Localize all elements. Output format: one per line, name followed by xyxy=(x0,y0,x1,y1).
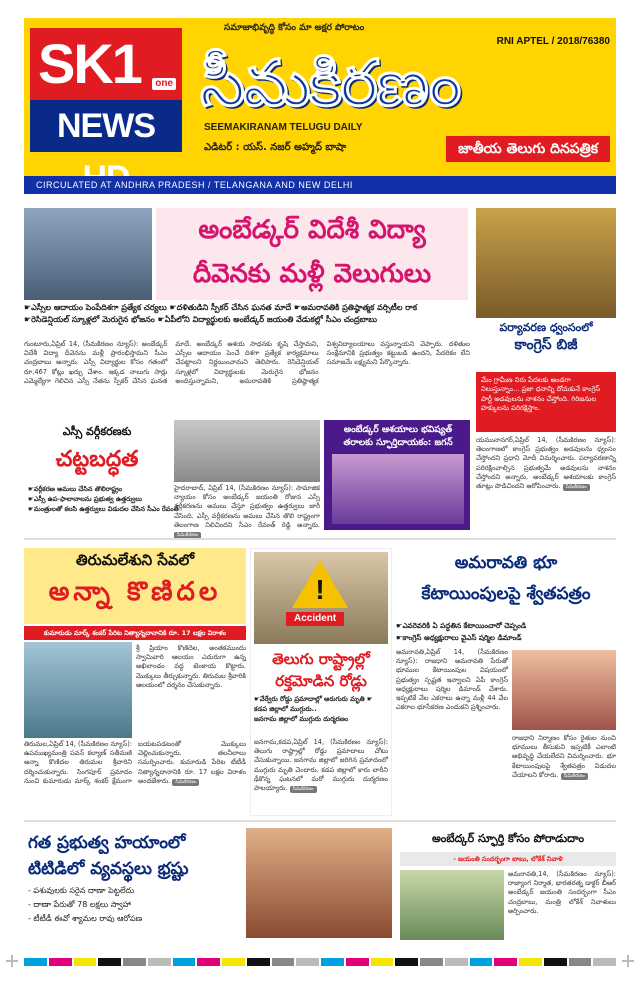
headline-sc-small: ఎస్సీ వర్గీకరణకు xyxy=(62,425,132,438)
headline-amaravati xyxy=(396,548,616,618)
color-swatch xyxy=(346,958,369,966)
headline-anna-konidela xyxy=(24,548,246,624)
bullet-line: జనగామ జిల్లాలో ముగ్గురు దుర్మరణం xyxy=(254,715,349,723)
color-swatch xyxy=(173,958,196,966)
story-photo-tribute xyxy=(400,870,504,940)
story-body-text: తిరుమల,ఏప్రిల్ 14, (సీమకిరణం న్యూస్): ఉపముఖ్యమంత్రి పవన్ కల్యాణ్ సతీమణి అన్నా కొణిదల తిరుమల శ్రీవారిని దర్శించుకున్నారు. సింగపూర్ ప్రమాదం నుంచి కుమారుడు మార్క్ శంకర్ క్షేమంగా బయటపడటంతో మొక్కులు చెల్లించుకున్నారు. తలనీలాలు సమర్పించారు. కుమారుడి పేరిట టీటీడీ నిత్యాన్నదానానికి రూ. 17 లక్షల విరాళం అందజేశారు. xyxy=(24,740,246,785)
story-photo-modi xyxy=(476,208,616,318)
rni-number: RNI APTEL / 2018/76380 xyxy=(496,36,610,47)
headline-line-2: కేటాయింపులపై శ్వేతపత్రం xyxy=(421,584,591,604)
bullet-line: ☛ఎవరెవరికి ఏ పద్ధతిన కేటాయించారో చెప్పండి xyxy=(396,621,527,630)
bullet-line: ☛ఎస్సీల ఆదాయం పెంపేదిశగా ప్రత్యేక చర్యలు ☛దళితుడిని స్పీకర్ చేసిన ఘనత మాదే ☛అమరావతికి ప్రతిష్ఠాత్మక వర్సిటీల రాక xyxy=(24,303,418,312)
color-swatch xyxy=(519,958,542,966)
headline-line-1: అంబేడ్కర్ విదేశీ విద్యా xyxy=(198,215,426,245)
subheadline: కుమారుడు మార్క్ శంకర్ పేరిట నిత్యాన్నదానానికి రూ. 17 లక్షల విరాళం xyxy=(24,626,246,640)
story-photo-tirumala xyxy=(24,642,132,738)
editor-line: ఎడిటర్ : యస్. నజర్ అహ్మద్ బాషా xyxy=(204,142,347,153)
headline-line-2: అన్నా కొణిదల xyxy=(48,577,222,607)
logo-one: one xyxy=(152,78,176,90)
headline-ambedkar-spurthi: అంబేద్కర్ స్ఫూర్తి కోసం పోరాడుదాం xyxy=(431,832,585,845)
color-swatch xyxy=(24,958,47,966)
color-swatch xyxy=(593,958,616,966)
story-body: శ్రీ ప్రియాం కొణిదెల, అంతకముందు స్వామివారి ఆలయం ఎదురుగా ఉన్న అఖిలాండం వద్ద టెంకాయ కొట్టారు. మొక్కులు తీర్చుకున్నారు. తిరుమల శ్రీవారికి ఆలయంలో దర్శనం చేసుకున్నారు. xyxy=(136,644,246,689)
color-swatch xyxy=(74,958,97,966)
headline-line-1: పర్యావరణ ధ్వంసంలో xyxy=(499,321,593,334)
story-photo-chandrababu xyxy=(24,208,152,300)
headline-ambedkar-videshi xyxy=(156,208,468,300)
newspaper-title: సీమకిరణం xyxy=(200,47,460,121)
story-body: అమరావతి,ఏప్రిల్ 14, (సీమకిరణం న్యూస్): రాజధాని అమరావతి పేరుతో భూముల కేటాయింపుల విషయంలో ప్రభుత్వం స్పష్టత ఇవ్వాలని ఏపీ కాంగ్రెస్ అధ్యక్షురాలు షర్మిల డిమాండ్ చేశారు. ఇప్పటికే వేల ఎకరాలు ఉన్నా మళ్లీ 44 వేల ఎకరాల భూసేకరణ ఎందుకని ప్రశ్నించారు. xyxy=(396,648,508,712)
masthead xyxy=(24,18,616,176)
story-body xyxy=(24,740,246,812)
color-swatch xyxy=(445,958,468,966)
story-photo-jagan xyxy=(332,454,464,524)
newspaper-title-english: SEEMAKIRANAM TELUGU DAILY xyxy=(204,122,363,133)
color-swatch xyxy=(148,958,171,966)
headline-line-2: టిటిడిలో వ్యవస్థలు భ్రష్టు xyxy=(28,859,189,879)
bullet-line: ☛వేర్వేరు రోడ్డు ప్రమాదాల్లో ఆరుగురు మృతి ☛ కడప జిల్లాలో ముగ్గురు.. xyxy=(254,695,373,713)
color-swatch xyxy=(98,958,121,966)
byline-badge: సీమకిరణం xyxy=(290,786,317,793)
story-bullets xyxy=(254,694,388,724)
story-body xyxy=(512,734,616,814)
story-bullets xyxy=(396,620,616,644)
circulation-strip: CIRCULATED AT ANDHRA PRADESH / TELANGANA AND NEW DELHI xyxy=(24,176,616,194)
story-body xyxy=(174,484,320,539)
bullet-line: ☛వర్గీకరణ అమలు చేసిన తొలిరాష్ట్రం xyxy=(28,485,123,493)
bullet-line: ☛మంత్రులతో కలసి ఉత్తర్వులు విడుదల చేసిన సీఎం రేవంత్ xyxy=(28,505,179,513)
logo-news-hd: NEWS xyxy=(30,100,182,152)
subheadline: - జయంతి సందర్భంగా బాబు, లోకేశ్ నివాళి xyxy=(400,852,616,866)
tagline: సమాజాభివృద్ధి కోసం మా అక్షర పోరాటం xyxy=(224,23,365,33)
highlight-quote: మేం గ్రామీణ నిరు పేదలకు అండగా నిలుస్తున్నాం... ప్రజా ధనాన్ని దోచుకునే కాంగ్రెస్ పార్టీ అడవులను నాశనం చేస్తోంది. గిరిజనుల హక్కులను పరిరక్షిస్తాం. xyxy=(476,372,616,432)
byline-badge: సీమకిరణం xyxy=(172,779,199,786)
headline-line-1: తిరుమలేశుని సేవలో xyxy=(75,551,195,569)
sk1-news-logo xyxy=(30,28,182,152)
byline-badge: సీమకిరణం xyxy=(561,773,588,780)
byline-badge: సీమకిరణం xyxy=(563,484,590,491)
point-item: - దాణా పేరుతో 78 లక్షలు స్వాహా xyxy=(28,900,131,909)
story-body xyxy=(254,738,388,814)
color-swatch xyxy=(395,958,418,966)
headline-ttd-governance xyxy=(28,830,242,882)
bullet-line: ☛కాంగ్రెస్ అధ్యక్షురాలు వైఎస్ షర్మిల డిమాండ్ xyxy=(396,633,522,642)
story-body-text: హైదరాబాద్, ఏప్రిల్ 14, (సీమకిరణం న్యూస్): సామాజిక న్యాయం కోసం అంబేడ్కర్ జయంతి రోజున ఎస్సీ వర్గీకరణను అమలు చేస్తూ ప్రభుత్వం ఉత్తర్వులు జారీ చేసింది. ఎస్సీ వర్గీకరణను అమలు చేసిన తొలి రాష్ట్రంగా తెలంగాణ నిలిచిందని సీఎం రేవంత్ రెడ్డి అన్నారు. xyxy=(174,484,320,529)
story-body: గుంటూరు,ఏప్రిల్ 14, (సీమకిరణం న్యూస్): అంబేడ్కర్ విదేశీ విద్యా దీవెనను మళ్లీ ప్రారంభిస్తామని సీఎం చంద్రబాబు అన్నారు. ఎస్సీ విద్యార్థుల కోసం గతంలో రూ.467 కోట్లు ఖర్చు చేశాం. ఇక్కడ నాలుగు సార్లు ఎమ్మెల్యేగా గెలిచిన ఎస్సీ నేతను స్పీకర్ చేసిన ఘనత మాదే. అంబేడ్కర్ ఆశయ సాధనకు కృషి చేస్తామని, ఎస్సీల ఆదాయం పెంచే దిశగా ప్రత్యేక కార్యక్రమాలు చేపట్టాలని నిర్ణయించామని తెలిపారు. రెసిడెన్షియల్ స్కూళ్లలో విద్యార్థులకు మెరుగైన భోజనం అందిస్తున్నామని, అమరావతికి ప్రతిష్ఠాత్మక విశ్వవిద్యాలయాలు వస్తున్నాయని చెప్పారు. దళితుల సంక్షేమానికి ప్రభుత్వం కట్టుబడి ఉందని, పేదరికం లేని సమాజమే లక్ష్యమని పేర్కొన్నారు. xyxy=(24,340,470,385)
story-photo-eo xyxy=(246,828,392,938)
color-swatch xyxy=(321,958,344,966)
exclamation-icon: ! xyxy=(315,574,325,605)
daily-label: జాతీయ తెలుగు దినపత్రిక xyxy=(446,136,610,162)
color-swatch xyxy=(420,958,443,966)
color-swatch xyxy=(544,958,567,966)
byline-badge: సీమకిరణం xyxy=(174,532,201,539)
story-photo-sharmila xyxy=(512,650,616,730)
color-swatch xyxy=(296,958,319,966)
color-swatch xyxy=(272,958,295,966)
story-body-text: రాజధాని నిర్మాణం కోసం రైతుల నుంచి భూములు తీసుకుని ఇప్పటికీ ఎలాంటి అభివృద్ధి చేయలేదని విమర్శించారు. భూ కేటాయింపులపై శ్వేతపత్రం విడుదల చేయాలని కోరారు. xyxy=(512,734,616,779)
headline-congress-busy xyxy=(476,320,616,355)
story-body-text: యమునానగర్,ఏప్రిల్ 14, (సీమకిరణం న్యూస్): తెలంగాణలో కాంగ్రెస్ ప్రభుత్వం అడవులను ధ్వంసం చేస్తోందని ప్రధాని మోదీ విమర్శించారు. పర్యావరణాన్ని పరిరక్షించాల్సిన ప్రభుత్వమే అడవులను నాశనం చేస్తోందని అన్నారు. అంబేడ్కర్ ఆశయాలకు కాంగ్రెస్ తూట్లు పొడిచిందని ఆరోపించారు. xyxy=(476,436,616,491)
story-points xyxy=(28,884,242,926)
color-swatch xyxy=(49,958,72,966)
color-swatch xyxy=(494,958,517,966)
color-bar xyxy=(24,958,616,966)
headline-line-1: గత ప్రభుత్వ హయాంలో xyxy=(28,833,186,853)
color-swatch xyxy=(470,958,493,966)
story-body: అమరావతి,14, (సీమకిరణం న్యూస్): రాజ్యాంగ నిర్మాత, భారతరత్న డాక్టర్ బీఆర్ అంబేడ్కర్ జయంతి సందర్భంగా సీఎం చంద్రబాబు, మంత్రి లోకేశ్ నివాళులు అర్పించారు. xyxy=(508,870,616,915)
section-divider xyxy=(24,820,616,822)
section-divider xyxy=(24,538,616,540)
story-body-text: జనగామ,కడప,ఏప్రిల్ 14, (సీమకిరణం న్యూస్): తెలుగు రాష్ట్రాల్లో రోడ్డు ప్రమాదాలు చోటు చేసుకున్నాయి. జనగామ జిల్లాలో జరిగిన ప్రమాదంలో ముగ్గురు మృతి చెందారు. కడప జిల్లాలో కారు లారీని ఢీకొన్న ఘటనలో మరో ముగ్గురు దుర్మరణం పాలయ్యారు. xyxy=(254,738,388,793)
headline-sc-big: చట్టబద్ధత xyxy=(55,447,139,472)
color-swatch xyxy=(222,958,245,966)
color-swatch xyxy=(197,958,220,966)
headline-line-2: దీవెనకు మళ్లీ వెలుగులు xyxy=(192,259,432,289)
headline-jagan: అంబేడ్కర్ ఆశయాలు భవిష్యత్ తరాలకు స్ఫూర్తిదాయకం: జగన్ xyxy=(343,425,453,448)
story-body xyxy=(476,436,616,528)
headline-accident: తెలుగు రాష్ట్రాల్లో రక్తమోడిన రోడ్లు xyxy=(272,650,370,690)
accident-label: Accident xyxy=(286,612,344,626)
logo-sk1: SK1 xyxy=(30,28,182,100)
color-swatch xyxy=(123,958,146,966)
point-item: - పశువులకు సరైన దాణా పెట్టలేదు xyxy=(28,886,135,895)
headline-line-1: అమరావతి భూ xyxy=(454,553,558,573)
color-swatch xyxy=(371,958,394,966)
story-photo-revanth xyxy=(174,420,320,482)
story-bullets xyxy=(24,302,470,326)
story-bullets xyxy=(28,484,179,514)
point-item: - టీటీడీ ఈవో శ్యామల రావు ఆరోపణ xyxy=(28,914,143,923)
registration-mark-icon xyxy=(622,955,634,967)
color-swatch xyxy=(569,958,592,966)
registration-mark-icon xyxy=(6,955,18,967)
bullet-line: ☛ఎస్సీ ఉప-ఫాలానాలను ప్రభుత్వ ఉత్తర్వులు xyxy=(28,495,142,503)
headline-line-2: కాంగ్రెస్ బిజీ xyxy=(514,337,578,353)
bullet-line: ☛రెసిడెన్షియల్ స్కూళ్లలో మెరుగైన భోజనం ☛ఏపీలోని విద్యార్థులకు అంబేడ్కర్ జయంతి వేడుకల్లో సీఎం చంద్రబాబు xyxy=(24,315,377,324)
color-swatch xyxy=(247,958,270,966)
